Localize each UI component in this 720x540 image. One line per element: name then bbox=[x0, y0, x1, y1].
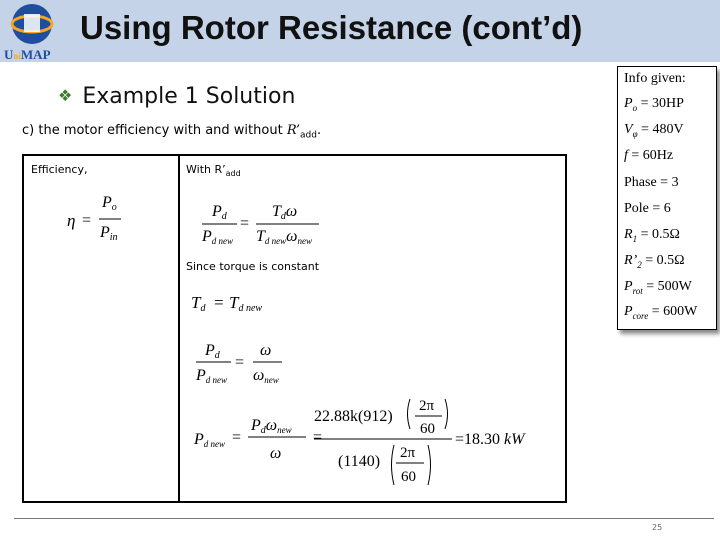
torque-equals: = bbox=[214, 293, 224, 312]
eta-den: Pin bbox=[100, 224, 118, 243]
efficiency-label: Efficiency, bbox=[31, 163, 88, 176]
pd-num: Pd bbox=[212, 203, 227, 222]
info-given-box bbox=[617, 66, 717, 330]
num-paren-right bbox=[445, 399, 448, 429]
info-row: f = 60Hz bbox=[624, 148, 674, 163]
info-row: $P_{rot} = 500W$ bbox=[624, 279, 692, 296]
power-ratio-equation bbox=[201, 203, 319, 246]
td-omega-num: Tdω bbox=[272, 203, 298, 222]
bullet-heading bbox=[58, 84, 295, 109]
solution-table bbox=[22, 154, 567, 503]
info-row: Pole = 6 bbox=[624, 201, 671, 216]
eta-num: Po bbox=[102, 194, 117, 213]
bullet-text: Example 1 Solution bbox=[82, 84, 296, 109]
den-two-pi: 2π bbox=[400, 445, 416, 461]
speed-ratio-equation bbox=[195, 342, 282, 385]
den-sixty: 60 bbox=[401, 469, 416, 485]
big-den-speed: (1140) bbox=[338, 453, 381, 470]
with-radd-label: With $R’_{add}$ bbox=[186, 163, 241, 179]
equation-layer bbox=[24, 156, 565, 501]
num-paren-left bbox=[408, 399, 411, 429]
torque-note: Since torque is constant bbox=[186, 260, 320, 273]
unimap-logo bbox=[2, 2, 66, 62]
question-variable-sub: add bbox=[300, 130, 317, 141]
eta-symbol: η bbox=[67, 211, 76, 230]
final-power-equation bbox=[193, 398, 526, 485]
num-sixty: 60 bbox=[420, 421, 435, 437]
ratio-equals: = bbox=[240, 215, 250, 232]
info-row: $P_o = 30HP$ bbox=[624, 96, 684, 113]
den-paren-right bbox=[428, 445, 431, 485]
question-line bbox=[22, 123, 321, 141]
pd-den: Pd new bbox=[202, 228, 234, 246]
info-row: Phase = 3 bbox=[624, 175, 679, 190]
td-lhs: Td bbox=[191, 293, 206, 314]
info-title: Info given: bbox=[624, 71, 686, 86]
slide-title: Using Rotor Resistance (cont’d) bbox=[80, 9, 583, 46]
info-row: $R’_2 = 0.5\Omega$ bbox=[624, 253, 685, 270]
info-row: $V_\varphi = 480V$ bbox=[624, 122, 684, 139]
num-two-pi: 2π bbox=[419, 398, 435, 414]
logo-text: UniMAP bbox=[4, 47, 51, 62]
torque-equation bbox=[191, 293, 262, 314]
eta-equals: = bbox=[82, 212, 92, 229]
question-suffix: . bbox=[316, 123, 322, 138]
pd-num-2: Pd bbox=[205, 342, 220, 361]
diamond-bullet-icon: ❖ bbox=[58, 86, 73, 105]
speed-equals: = bbox=[235, 354, 245, 371]
page-number: 25 bbox=[652, 523, 663, 532]
pdnew-lhs: Pd new bbox=[194, 431, 226, 449]
question-variable: R’ bbox=[286, 123, 301, 138]
big-num-text: 22.88k(912) bbox=[314, 408, 393, 425]
omega-den: ωnew bbox=[253, 367, 279, 385]
info-row: $P_{core} = 600W$ bbox=[624, 304, 698, 321]
td-omega-den: Td newωnew bbox=[256, 228, 312, 246]
question-prefix: c) the motor efficiency with and without bbox=[22, 123, 287, 138]
footer-rule bbox=[14, 518, 714, 519]
final-equals-2: = bbox=[313, 429, 323, 446]
info-row: $R_1 = 0.5\Omega$ bbox=[624, 227, 680, 244]
omega-num: ω bbox=[260, 342, 272, 359]
den-paren-left bbox=[392, 445, 395, 485]
td-rhs: Td new bbox=[229, 293, 263, 314]
efficiency-equation bbox=[67, 194, 121, 243]
final-equals-1: = bbox=[232, 429, 242, 446]
final-result: =18.30 kW bbox=[455, 431, 525, 448]
omega-denominator: ω bbox=[270, 445, 282, 462]
logo-center bbox=[24, 14, 40, 32]
pd-omega-num: Pdωnew bbox=[251, 417, 292, 436]
pd-den-2: Pd new bbox=[196, 367, 228, 385]
